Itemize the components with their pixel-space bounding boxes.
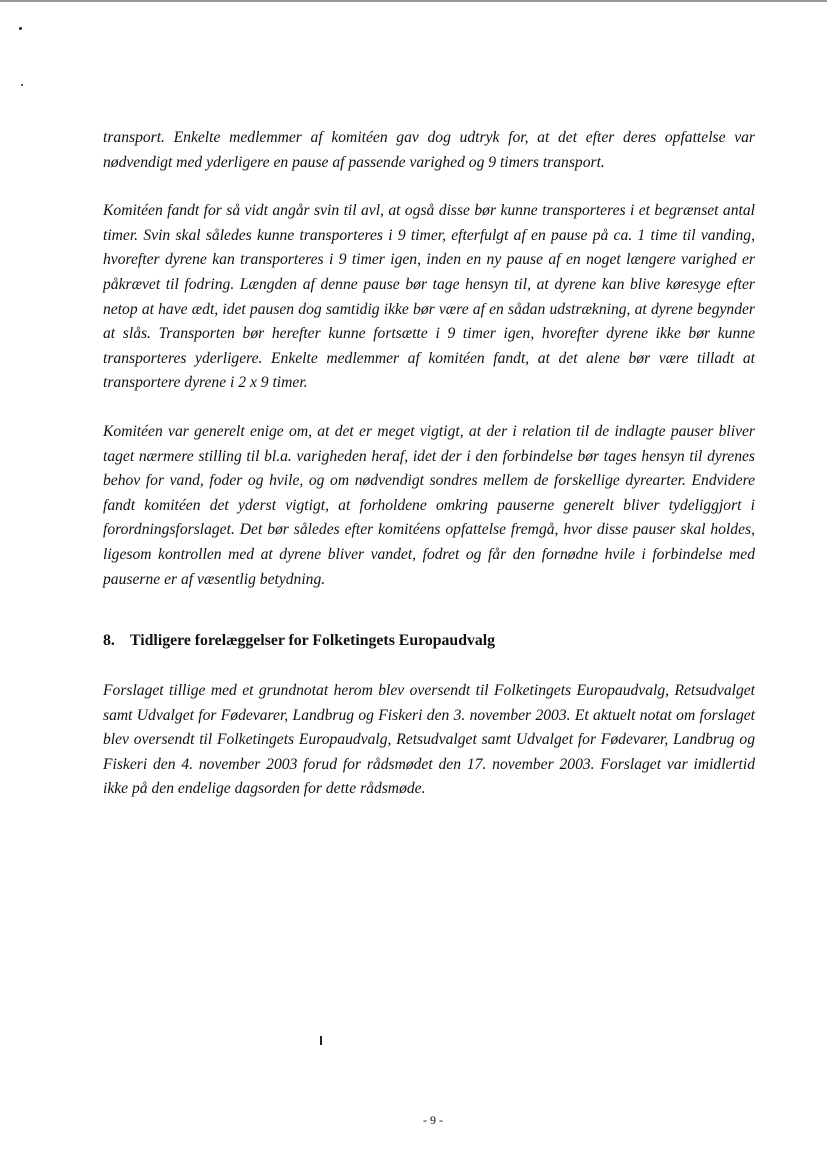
section-body bbox=[103, 679, 755, 802]
body-paragraph: Komitéen var generelt enige om, at det er meget vigtigt, at der i relation til de indlagte pauser bliver taget nærmere stilling til bl.a. varigheden heraf, idet der i den forbindelse bør tages hensyn til dyrenes behov for vand, foder og hvile, og om nødvendigt sondres mellem de forskellige dyrearter. Endvidere fandt komitéen det yderst vigtigt, at forholdene omkring pauserne generelt bliver tydeliggjort i forordningsforslaget. Det bør således efter komitéens opfattelse fremgå, hvor disse pauser skal holdes, ligesom kontrollen med at dyrene bliver vandet, fodret og får den fornødne hvile i forbindelse med pauserne er af væsentlig betydning. bbox=[103, 422, 755, 588]
section-number: 8. bbox=[103, 632, 115, 649]
scan-speck bbox=[21, 84, 23, 86]
scan-speck bbox=[19, 27, 22, 30]
section-title: Tidligere forelæggelser for Folketingets Europaudvalg bbox=[130, 632, 496, 649]
body-paragraph: Forslaget tillige med et grundnotat herom blev oversendt til Folketingets Europaudvalg, Retsudvalget samt Udvalget for Fødevarer, Landbrug og Fiskeri den 3. november 2003. Et aktuelt notat om forslaget blev oversendt til Folketingets Europaudvalg, Retsudvalget samt Udvalget for Fødevarer, Landbrug og Fiskeri den 4. november 2003 forud for rådsmødet den 17. november 2003. Forslaget var imidlertid ikke på den endelige dagsorden for dette rådsmøde. bbox=[103, 682, 755, 798]
page-number: - 9 - bbox=[423, 1113, 443, 1127]
section-heading bbox=[103, 630, 755, 652]
body-paragraph: Komitéen fandt for så vidt angår svin til avl, at også disse bør kunne transporteres i et begrænset antal timer. Svin skal således kunne transporteres i 9 timer, efterfulgt af en pause på ca. 1 time til vanding, hvorefter dyrene kan transporteres i 9 timer igen, inden en ny pause af en noget længere varighed er påkrævet til fodring. Længden af denne pause bør tage hensyn til, at dyrene kan blive køresyge efter netop at have ædt, idet pausen dog samtidig ikke bør være af en sådan udstrækning, at dyrene begynder at slås. Transporten bør herefter kunne fortsætte i 9 timer igen, hvorefter dyrene ikke bør kunne transporteres yderligere. Enkelte medlemmer af komitéen fandt, at det alene bør være tilladt at transportere dyrene i 2 x 9 timer. bbox=[103, 202, 755, 392]
scan-mark bbox=[320, 1036, 322, 1045]
scan-top-edge bbox=[0, 0, 827, 2]
document-body bbox=[103, 126, 755, 592]
body-paragraph: transport. Enkelte medlemmer af komitéen gav dog udtryk for, at det efter deres opfattelse var nødvendigt med yderligere en pause af passende varighed og 9 timers transport. bbox=[103, 129, 755, 171]
